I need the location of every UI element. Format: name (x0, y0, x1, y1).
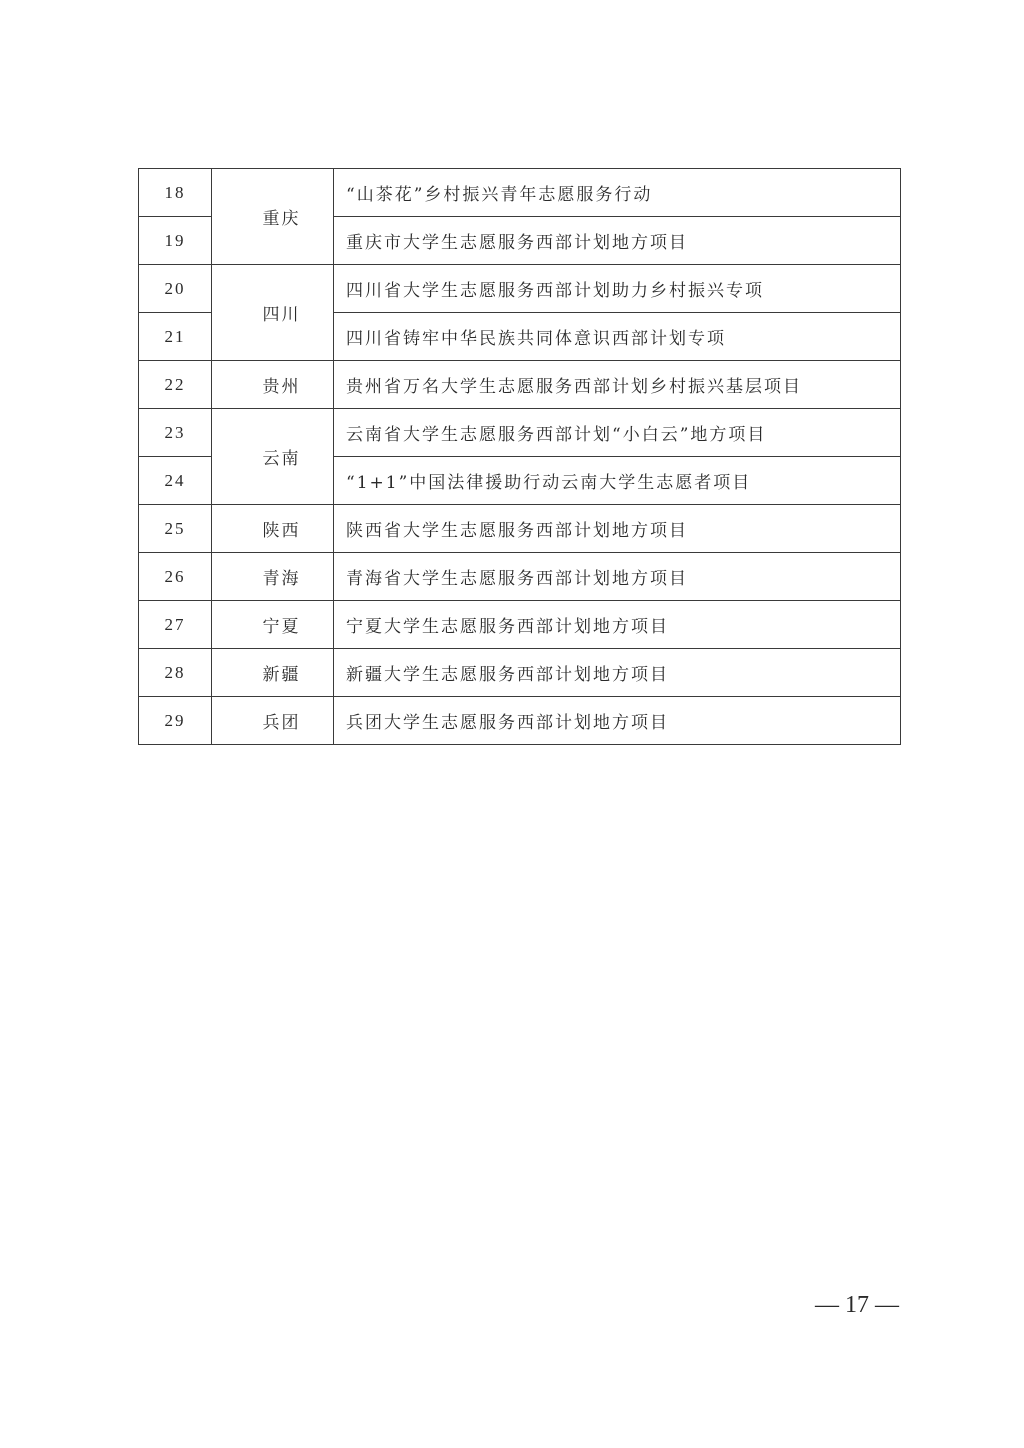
project-name: “1+1”中国法律援助行动云南大学生志愿者项目 (334, 457, 901, 505)
project-name: “山茶花”乡村振兴青年志愿服务行动 (334, 169, 901, 217)
project-name: 青海省大学生志愿服务西部计划地方项目 (334, 553, 901, 601)
row-number: 29 (139, 697, 212, 745)
table-row (139, 265, 901, 313)
row-number: 21 (139, 313, 212, 361)
row-number: 22 (139, 361, 212, 409)
row-number: 19 (139, 217, 212, 265)
row-number: 25 (139, 505, 212, 553)
project-table (138, 168, 901, 745)
region-cell: 重庆 (212, 169, 334, 265)
table-row (139, 601, 901, 649)
region-cell: 新疆 (212, 649, 334, 697)
project-name: 四川省大学生志愿服务西部计划助力乡村振兴专项 (334, 265, 901, 313)
table-row (139, 169, 901, 217)
row-number: 27 (139, 601, 212, 649)
table-row (139, 409, 901, 457)
region-cell: 陕西 (212, 505, 334, 553)
project-name: 陕西省大学生志愿服务西部计划地方项目 (334, 505, 901, 553)
project-name: 新疆大学生志愿服务西部计划地方项目 (334, 649, 901, 697)
page-number: — 17 — (815, 1292, 899, 1318)
project-name: 云南省大学生志愿服务西部计划“小白云”地方项目 (334, 409, 901, 457)
region-cell: 宁夏 (212, 601, 334, 649)
region-cell: 四川 (212, 265, 334, 361)
project-name: 四川省铸牢中华民族共同体意识西部计划专项 (334, 313, 901, 361)
row-number: 20 (139, 265, 212, 313)
table-row (139, 553, 901, 601)
row-number: 23 (139, 409, 212, 457)
table-row (139, 361, 901, 409)
table-row (139, 649, 901, 697)
project-name: 兵团大学生志愿服务西部计划地方项目 (334, 697, 901, 745)
region-cell: 兵团 (212, 697, 334, 745)
project-name: 宁夏大学生志愿服务西部计划地方项目 (334, 601, 901, 649)
project-name: 重庆市大学生志愿服务西部计划地方项目 (334, 217, 901, 265)
region-cell: 青海 (212, 553, 334, 601)
row-number: 26 (139, 553, 212, 601)
row-number: 24 (139, 457, 212, 505)
region-cell: 云南 (212, 409, 334, 505)
table-row (139, 505, 901, 553)
row-number: 28 (139, 649, 212, 697)
row-number: 18 (139, 169, 212, 217)
project-name: 贵州省万名大学生志愿服务西部计划乡村振兴基层项目 (334, 361, 901, 409)
table-row (139, 697, 901, 745)
region-cell: 贵州 (212, 361, 334, 409)
